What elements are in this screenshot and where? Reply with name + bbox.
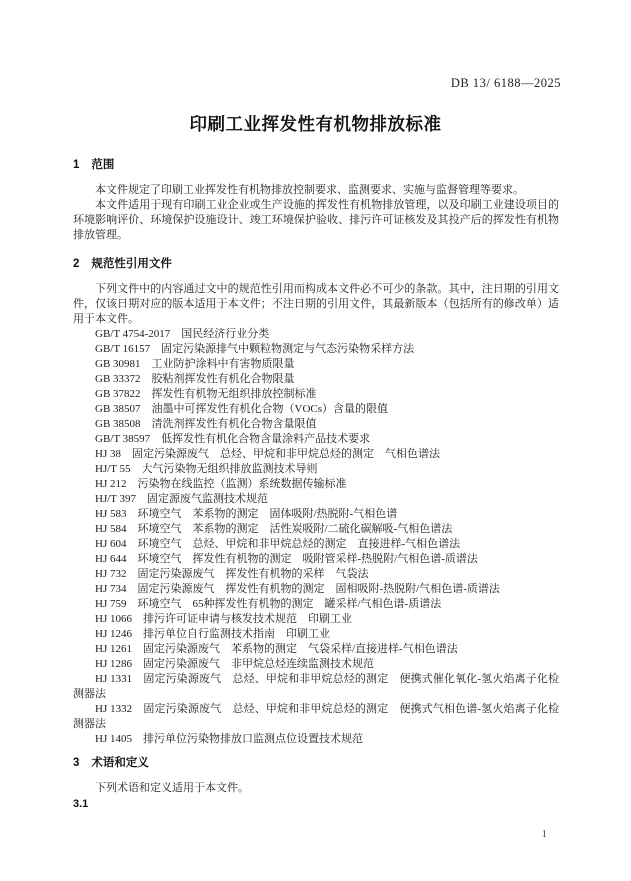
document-title: 印刷工业挥发性有机物排放标准 <box>189 114 442 134</box>
section-1-heading <box>73 158 559 173</box>
section-3-heading <box>73 756 559 771</box>
doc-number: DB 13/ 6188—2025 <box>450 76 561 90</box>
reference-item: HJ/T 55 大气污染物无组织排放监测技术导则 <box>95 463 318 475</box>
section-3-title: 术语和定义 <box>91 757 149 769</box>
reference-item: GB/T 38597 低挥发性有机化合物含量涂料产品技术要求 <box>95 433 371 445</box>
section-2-intro: 下列文件中的内容通过文中的规范性引用而构成本文件必不可少的条款。其中，注日期的引用文件，仅该日期对应的版本适用于本文件；不注日期的引用文件，其最新版本（包括所有的修改单）适用于本文件。 <box>73 283 559 325</box>
reference-item: HJ 583 环境空气 苯系物的测定 固体吸附/热脱附-气相色谱 <box>95 508 398 520</box>
reference-item: HJ/T 397 固定源废气监测技术规范 <box>95 493 269 505</box>
reference-item: HJ 38 固定污染源废气 总烃、甲烷和非甲烷总烃的测定 气相色谱法 <box>95 448 440 460</box>
reference-item: HJ 1332 固定污染源废气 总烃、甲烷和非甲烷总烃的测定 便携式气相色谱-氢火焰离子化检测器法 <box>73 703 559 730</box>
section-2-title: 规范性引用文件 <box>91 258 172 270</box>
section-3-paragraph-1: 下列术语和定义适用于本文件。 <box>95 782 249 794</box>
section-2-heading <box>73 257 559 272</box>
reference-item: HJ 1405 排污单位污染物排放口监测点位设置技术规范 <box>95 733 363 745</box>
reference-item: GB/T 16157 固定污染源排气中颗粒物测定与气态污染物采样方法 <box>95 343 415 355</box>
reference-item: HJ 584 环境空气 苯系物的测定 活性炭吸附/二硫化碳解吸-气相色谱法 <box>95 523 453 535</box>
page-number: 1 <box>541 828 547 840</box>
reference-item: HJ 759 环境空气 65种挥发性有机物的测定 罐采样/气相色谱-质谱法 <box>95 598 442 610</box>
reference-item: GB 38508 清洗剂挥发性有机化合物含量限值 <box>95 418 317 430</box>
reference-item: HJ 1246 排污单位自行监测技术指南 印刷工业 <box>95 628 330 640</box>
section-2-number: 2 <box>73 258 80 270</box>
reference-item: HJ 1261 固定污染源废气 苯系物的测定 气袋采样/直接进样-气相色谱法 <box>95 643 458 655</box>
reference-item: HJ 644 环境空气 挥发性有机物的测定 吸附管采样-热脱附/气相色谱-质谱法 <box>95 553 478 565</box>
reference-item: HJ 604 环境空气 总烃、甲烷和非甲烷总烃的测定 直接进样-气相色谱法 <box>95 538 461 550</box>
section-1-paragraph-2: 本文件适用于现有印刷工业企业或生产设施的挥发性有机物排放管理，以及印刷工业建设项目的环境影响评价、环境保护设施设计、竣工环境保护验收、排污许可证核发及其投产后的挥发性有机物排放管理。 <box>73 199 559 241</box>
reference-item: HJ 734 固定污染源废气 挥发性有机物的测定 固相吸附-热脱附/气相色谱-质谱法 <box>95 583 500 595</box>
section-1-title: 范围 <box>91 159 115 171</box>
normative-reference-list <box>73 327 559 747</box>
reference-item: GB 37822 挥发性有机物无组织排放控制标准 <box>95 388 317 400</box>
section-3-number: 3 <box>73 757 80 769</box>
reference-item: HJ 732 固定污染源废气 挥发性有机物的采样 气袋法 <box>95 568 369 580</box>
section-1-paragraph-1: 本文件规定了印刷工业挥发性有机物排放控制要求、监测要求、实施与监督管理等要求。 <box>95 184 524 196</box>
section-1-number: 1 <box>73 159 80 171</box>
reference-item: GB 30981 工业防护涂料中有害物质限量 <box>95 358 295 370</box>
reference-item: GB/T 4754-2017 国民经济行业分类 <box>95 328 270 340</box>
reference-item: HJ 212 污染物在线监控（监测）系统数据传输标准 <box>95 478 347 490</box>
reference-item: HJ 1286 固定污染源废气 非甲烷总烃连续监测技术规范 <box>95 658 374 670</box>
reference-item: HJ 1331 固定污染源废气 总烃、甲烷和非甲烷总烃的测定 便携式催化氧化-氢火焰离子化检测器法 <box>73 673 559 700</box>
subclause-number: 3.1 <box>73 798 89 810</box>
document-body <box>73 158 559 812</box>
reference-item: HJ 1066 排污许可证申请与核发技术规范 印刷工业 <box>95 613 352 625</box>
reference-item: GB 33372 胶粘剂挥发性有机化合物限量 <box>95 373 295 385</box>
reference-item: GB 38507 油墨中可挥发性有机化合物（VOCs）含量的限值 <box>95 403 389 415</box>
